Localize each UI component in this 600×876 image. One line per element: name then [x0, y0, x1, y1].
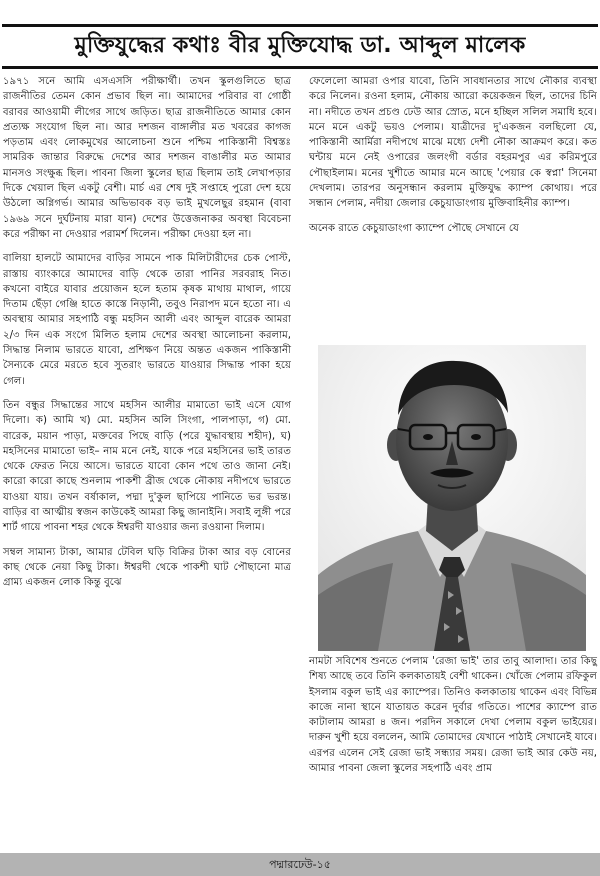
right-column — [309, 74, 597, 245]
paragraph: অনেক রাতে কেচুয়াডাংগা ক্যাম্পে পৌছে সেখানে যে — [309, 222, 519, 234]
paragraph: সম্বল সামান্য টাকা, আমার টেবিল ঘড়ি বিক্রির টাকা আর বড় বোনের কাছ থেকে নেয়া কিছু টাকা। ঈশ্বরদী থেকে পাকশী ঘাট পৌছানো মাত্র গ্রাম্য একজন লোক কিন্তু বুঝে — [3, 546, 291, 589]
right-column-bottom — [309, 654, 597, 776]
left-column — [3, 74, 291, 600]
paragraph: ১৯৭১ সনে আমি এসএসসি পরীক্ষার্থী। তখন স্কুলগুলিতে ছাত্র রাজনীতির তেমন কোন প্রভাব ছিল না। আমাদের পরিবার বা গোষ্ঠী বরাবর আওয়ামী লীগের সাথে জড়িত। ছাত্র রাজনীতিতে আমার কোন প্রত্যক্ষ সংযোগ ছিল না। আর দশজন বাঙ্গালীর মত খবরের কাগজ পড়তাম এবং লোকমুখের আলোচনা শুনে পশ্চিম পাকিস্তানী বিশ্বস্তঃ সামরিক জান্তার বিরুদ্ধে দেশের আর দশজন বাঙালীর মত আমার মানসও সংক্ষুব্ধ ছিল। পাবনা জিলা স্কুলের ছাত্র ছিলাম তাই লেখাপড়ার দিকে খেয়াল ছিল একটু বেশী। মার্চ এর শেষ দুই সপ্তাহে পুরো দেশ হয়ে উঠলো অগ্নিগর্ভ। আমার অভিভাবক বড় ভাই মুখলেছুর রহমান (বাবা ১৯৬৯ সনে দুর্ঘটনায় মারা যান) দেশের উত্তেজনাকর অবস্থা বিবেচনা করে পরীক্ষা না দেওয়ার পরামর্শ দিলেন। পরীক্ষা দেওয়া হল না। — [3, 76, 291, 240]
paragraph: তিন বন্ধুর সিদ্ধান্তের সাথে মহসিন আলীর মামাতো ভাই এসে যোগ দিলো। ক) আমি খ) মো. মহসিন অলি সিংগা, পালপাড়া, গ) মো. বারেক, ময়ান পাড়া, মক্তবের পিছে বাড়ি (পরে যুদ্ধাবস্থায় শহীদ), ঘ) মহসিনের মামাতো ভাই– নাম মনে নেই, যাকে পরে মহসিনের ভাই তারত থেকে ফেরত নিয়ে আসে। ভারতে যাবো কোন পথে তাও জানা নেই। কারো কারো কাছে শুনলাম পাকশী ব্রীজ থেকে নৌকায় নদীপথে ভারতে যাওয়া যায়। তখন বর্ষাকাল, পদ্মা দু'কুল ছাপিয়ে পানিতে ভর ভরন্ত। বাড়ির বা আত্মীয় স্বজন কাউকেই আমরা কিছু জানাইনি। সবাই লুঙ্গী পরে শার্ট গায়ে পাবনা শহর থেকে ঈশ্বরদী যাওয়ার জন্য রওয়ানা দিলাম। — [3, 399, 291, 534]
article-title-wrap — [0, 26, 600, 66]
title-underline-rule — [2, 66, 598, 69]
article-title: মুক্তিযুদ্ধের কথাঃ বীর মুক্তিযোদ্ধ ডা. আব্দুল মালেক — [74, 33, 526, 58]
paragraph: নামটা সবিশেষ শুনতে পেলাম 'রেজা ভাই' তার তাবু আলাদা। তার কিছু শিষ্য আছে তবে তিনি কলকাতায়ই বেশী থাকেন। খোঁজে পেলাম রফিকুল ইসলাম বকুল ভাই এর ক্যাম্পের। তিনিও কলকাতায় থাকেন এবং বিভিন্ন কাজে নানা স্থানে যাতায়ত করেন দুর্বার গতিতে। পাশের ক্যাম্পে রাত কাটালাম আমরা ৪ জন। পরদিন সকালে দেখা পেলাম বকুল ভাইয়ের। দারুন খুশী হয়ে বললেন, আমি তোমাদের যেখানে পাঠাই সেখানেই যাবে। এরপর এলেন সেই রেজা ভাই সন্ধ্যার সময়। রেজা ভাই আর কেউ নয়, আমার পাবনা জেলা স্কুলের সহপাঠি এবং প্রাম — [309, 656, 597, 775]
paragraph: বালিয়া হালটে আমাদের বাড়ির সামনে পাক মিলিটারীদের চেক পোস্ট, রাস্তায় ব্যাংকারে আমাদের বাড়ি থেকে তারা পানির সরবরাহ নিত। কখনো বাইরে যাবার প্রয়োজন হলে হতাম কৃষক মাথায় মাথাল, গায়ে দিতাম ছেঁড়া গেঞ্জি হাতে কাস্তে নিড়ানী, তবুও নিরাপদ মনে হতো না। এ অবস্থায় আমার সহপাঠি বন্ধু মহসিন আলী এবং আব্দুল বারেক আমরা ২/৩ দিন এক সংগে মিলিত হলাম দেশের অবস্থা আলোচনা করলাম, সিদ্ধান্ত নিলাম ভারতে যাবো, প্রশিক্ষণ নিয়ে অন্তত একজন পাকিস্তানী সৈন্যকে মেরে মরতে হবে সুতরাং ভারতে যাওয়ার সিদ্ধান্ত পাকা হয়ে গেল। — [3, 253, 291, 387]
page-label: পদ্মারঢেউ-১৫ — [269, 858, 331, 871]
top-rule — [2, 24, 598, 27]
footer-bar — [0, 853, 600, 876]
author-portrait-photo — [318, 345, 586, 651]
portrait-illustration — [318, 345, 586, 651]
paragraph: ফেলেলো আমরা ওপার যাবো, তিনি সাবধানতার সাথে নৌকার ব্যবস্থা করে নিলেন। রওনা হলাম, নৌকায় আরো কয়েকজন ছিল, তাদের চিনি না। নদীতে তখন প্রচণ্ড ঢেউ আর স্রোত, মনে হচ্ছিল সলিল সমাধি হবে। মনে মনে একটু ভয়ও পেলাম। যাত্রীদের দু'একজন বলছিলো যে, পাকিস্তানী আর্মিরা নদীপথে মাঝে মধ্যে দেশী নৌকা আক্রমণ করে। কত ঘন্টায় মনে নেই ওপারের জলংগী বর্ডার বহরমপুর এর করিমপুরে পৌছাইলাম। মনের খুশীতে আমার মনে আছে 'পেয়ার কে স্বপ্না' সিনেমা দেখলাম। তারপর অনুসন্ধান করলাম মুক্তিযুদ্ধ ক্যাম্প কোথায়। পরে সন্ধান পেলাম, নদীয়া জেলার কেচুয়াডাংগায় মুক্তিবাহিনীর ক্যাম্প। — [309, 76, 597, 210]
